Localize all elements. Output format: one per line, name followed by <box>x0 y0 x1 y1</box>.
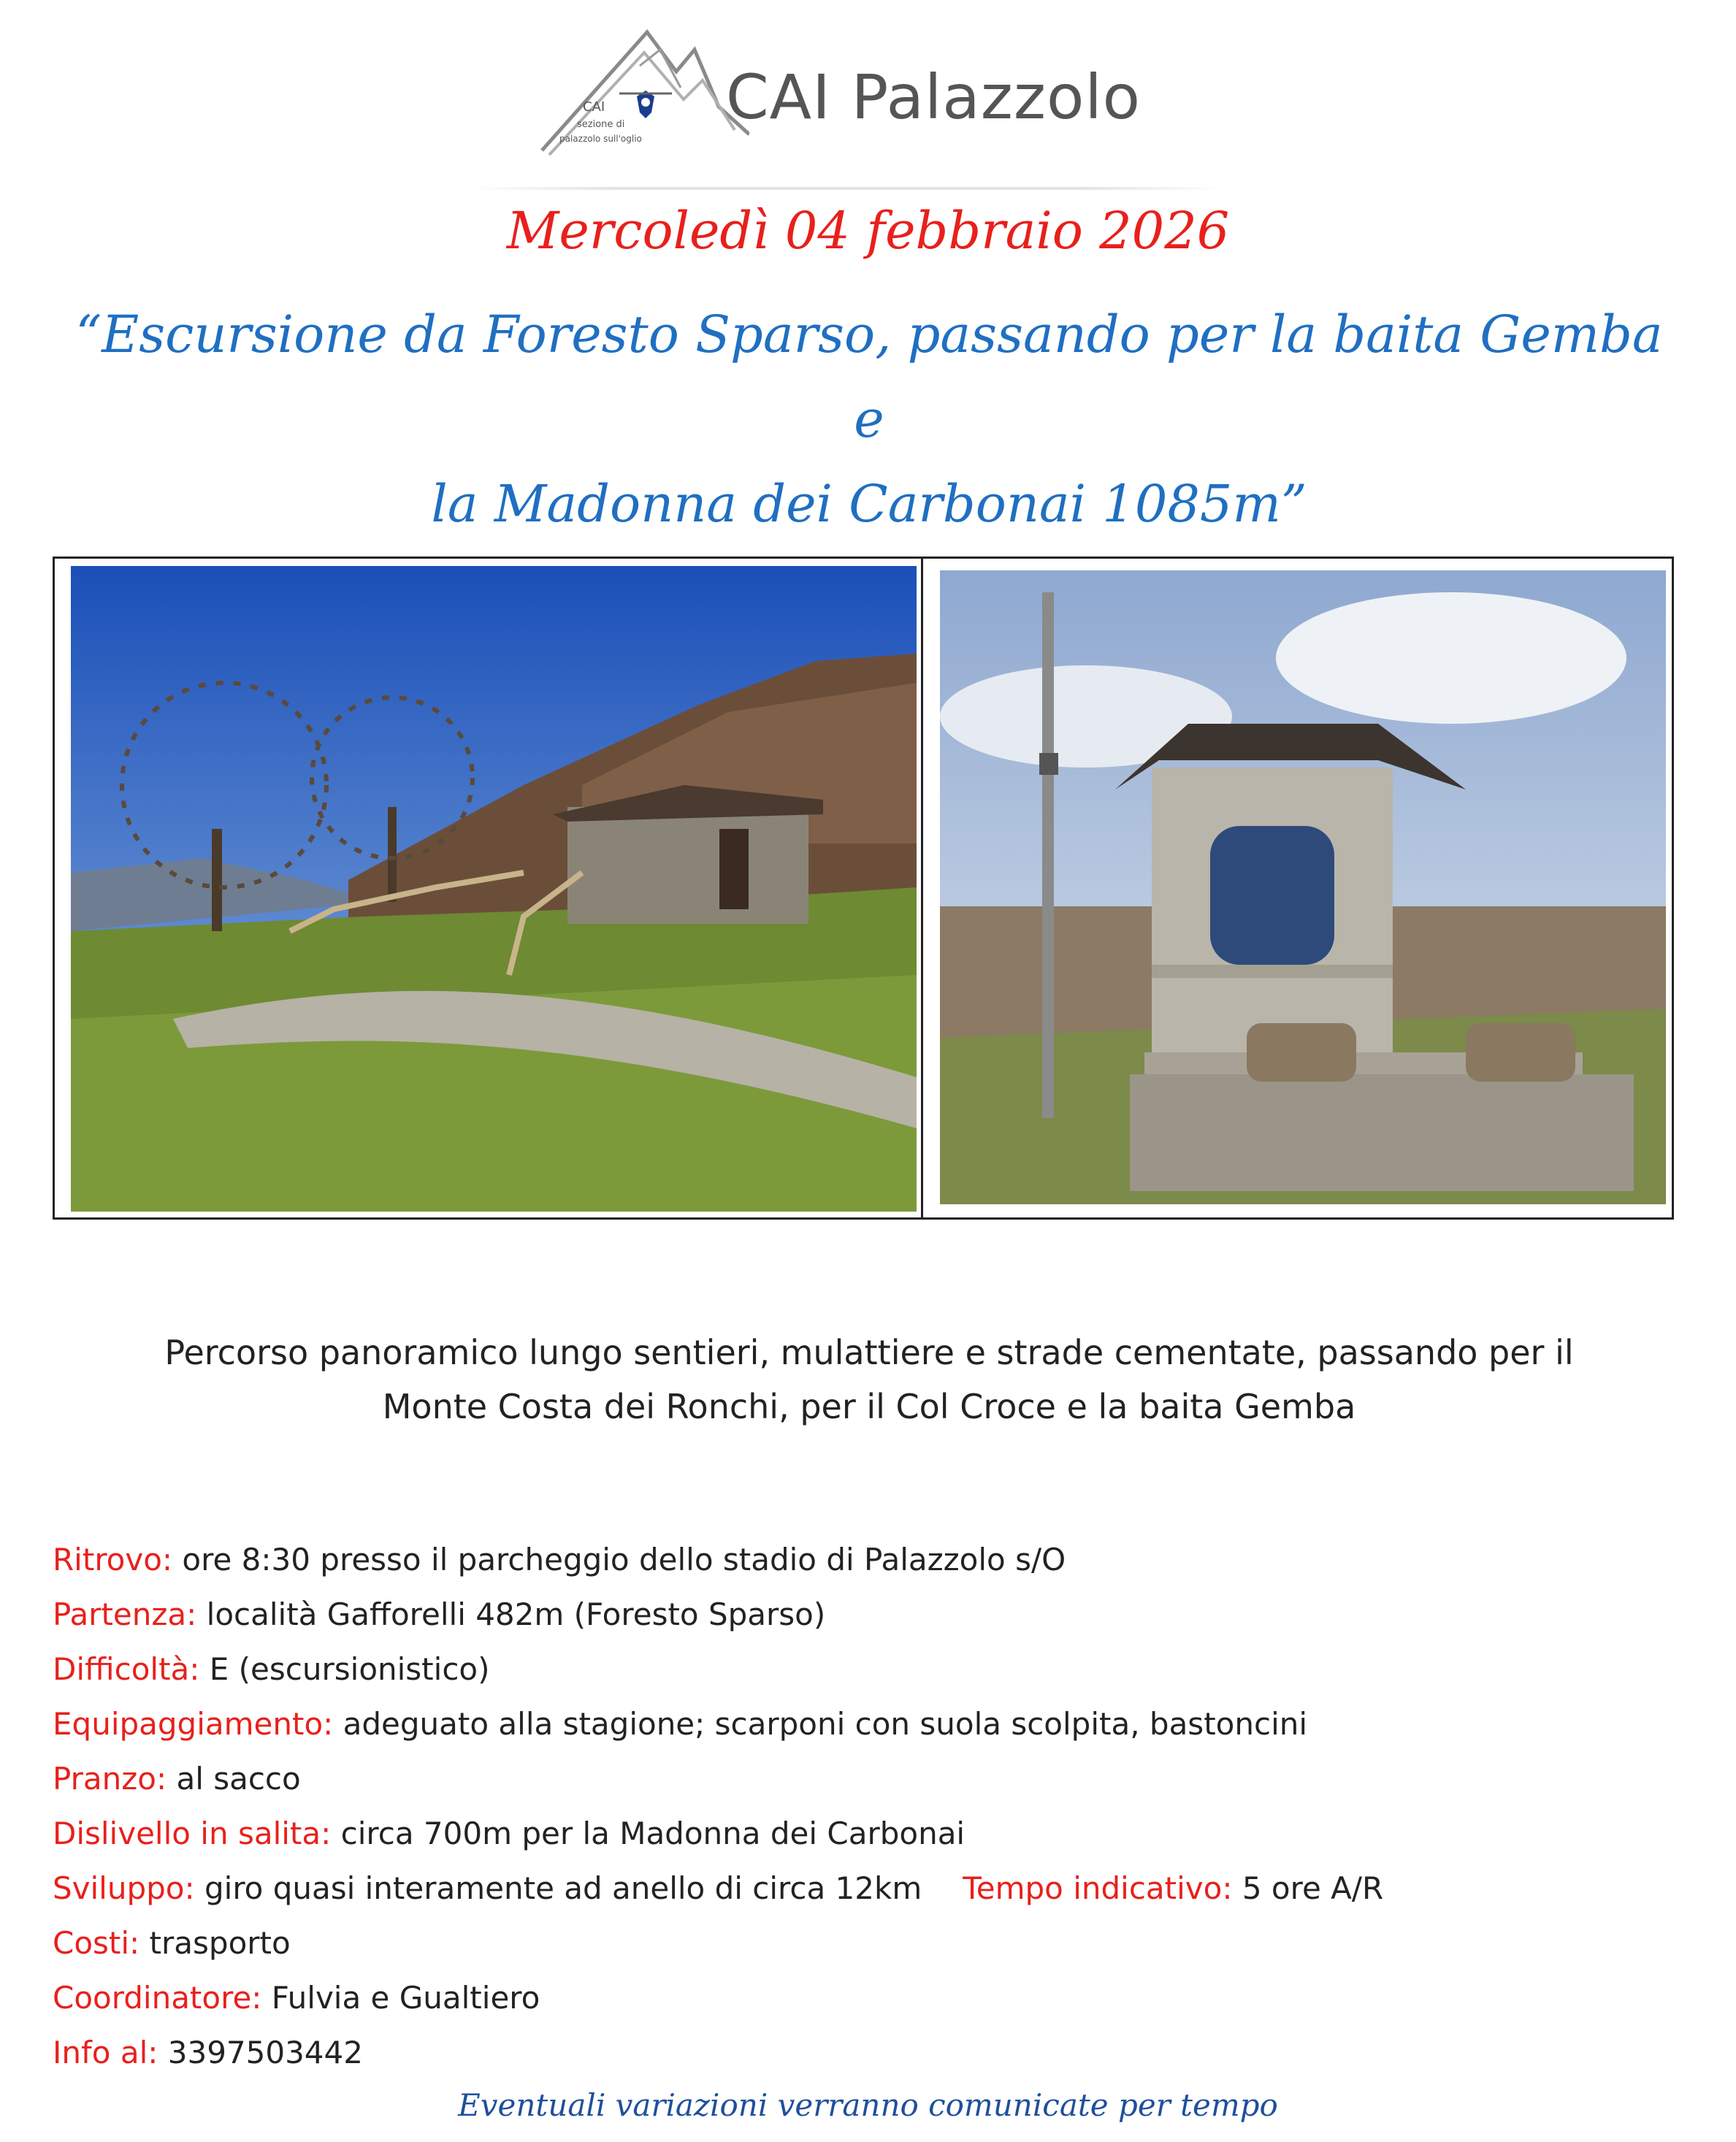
event-title-line2: la Madonna dei Carbonai 1085m” <box>431 474 1307 534</box>
detail-label: Dislivello in salita: <box>53 1816 332 1851</box>
detail-equipaggiamento <box>53 1697 1689 1751</box>
photo-divider <box>921 559 923 1217</box>
logo-badge-line1: CAI <box>583 99 605 115</box>
detail-costi <box>53 1916 1689 1970</box>
logo-badge-line2: sezione di <box>577 119 625 130</box>
event-title-line1: “Escursione da Foresto Sparso, passando per la baita Gemba e <box>75 305 1663 449</box>
detail-label: Costi: <box>53 1925 140 1961</box>
detail-value: giro quasi interamente ad anello di circa 12km <box>194 1870 922 1906</box>
detail-value: E (escursionistico) <box>199 1651 490 1687</box>
route-description-line2: Monte Costa dei Ronchi, per il Col Croce e la baita Gemba <box>382 1387 1356 1426</box>
detail-value: adeguato alla stagione; scarponi con suola scolpita, bastoncini <box>333 1706 1308 1742</box>
footer-note: Eventuali variazioni verranno comunicate per tempo <box>458 2087 1278 2123</box>
detail-label: Pranzo: <box>53 1761 167 1797</box>
detail-value-phone: 3397503442 <box>158 2035 363 2070</box>
logo-text: CAI Palazzolo <box>726 61 1142 133</box>
detail-label: Info al: <box>53 2035 158 2070</box>
detail-label: Sviluppo: <box>53 1870 195 1906</box>
detail-value: Fulvia e Gualtiero <box>261 1980 540 2016</box>
detail-value: al sacco <box>167 1761 301 1797</box>
detail-difficolta <box>53 1642 1689 1697</box>
cai-logo <box>538 20 1142 167</box>
detail-sviluppo <box>53 1861 1689 1916</box>
detail-info <box>53 2025 1689 2080</box>
detail-label: Ritrovo: <box>53 1542 173 1577</box>
detail-coordinatore <box>53 1970 1689 2025</box>
detail-partenza <box>53 1587 1689 1642</box>
detail-label: Partenza: <box>53 1596 197 1632</box>
detail-dislivello <box>53 1806 1689 1861</box>
detail-label-tempo: Tempo indicativo: <box>963 1870 1233 1906</box>
photo-frame <box>53 556 1674 1220</box>
details-list <box>53 1532 1689 2080</box>
mountain-hut-photo <box>71 566 917 1212</box>
detail-value: circa 700m per la Madonna dei Carbonai <box>331 1816 965 1851</box>
cai-mountain-logo-icon <box>538 20 749 167</box>
event-date: Mercoledì 04 febbraio 2026 <box>506 201 1230 261</box>
chapel-photo <box>940 570 1666 1204</box>
detail-ritrovo <box>53 1532 1689 1587</box>
route-description <box>73 1326 1665 1434</box>
detail-value-tempo: 5 ore A/R <box>1232 1870 1384 1906</box>
detail-label: Difficoltà: <box>53 1651 200 1687</box>
event-title <box>66 292 1672 546</box>
detail-label: Coordinatore: <box>53 1980 262 2016</box>
header-divider <box>467 187 1227 190</box>
detail-value: trasporto <box>139 1925 291 1961</box>
route-description-line1: Percorso panoramico lungo sentieri, mulattiere e strade cementate, passando per il <box>164 1333 1574 1372</box>
detail-label: Equipaggiamento: <box>53 1706 334 1742</box>
detail-pranzo <box>53 1751 1689 1806</box>
detail-value: località Gafforelli 482m (Foresto Sparso) <box>196 1596 826 1632</box>
detail-value: ore 8:30 presso il parcheggio dello stadio di Palazzolo s/O <box>172 1542 1066 1577</box>
logo-badge-line3: palazzolo sull'oglio <box>559 134 642 144</box>
